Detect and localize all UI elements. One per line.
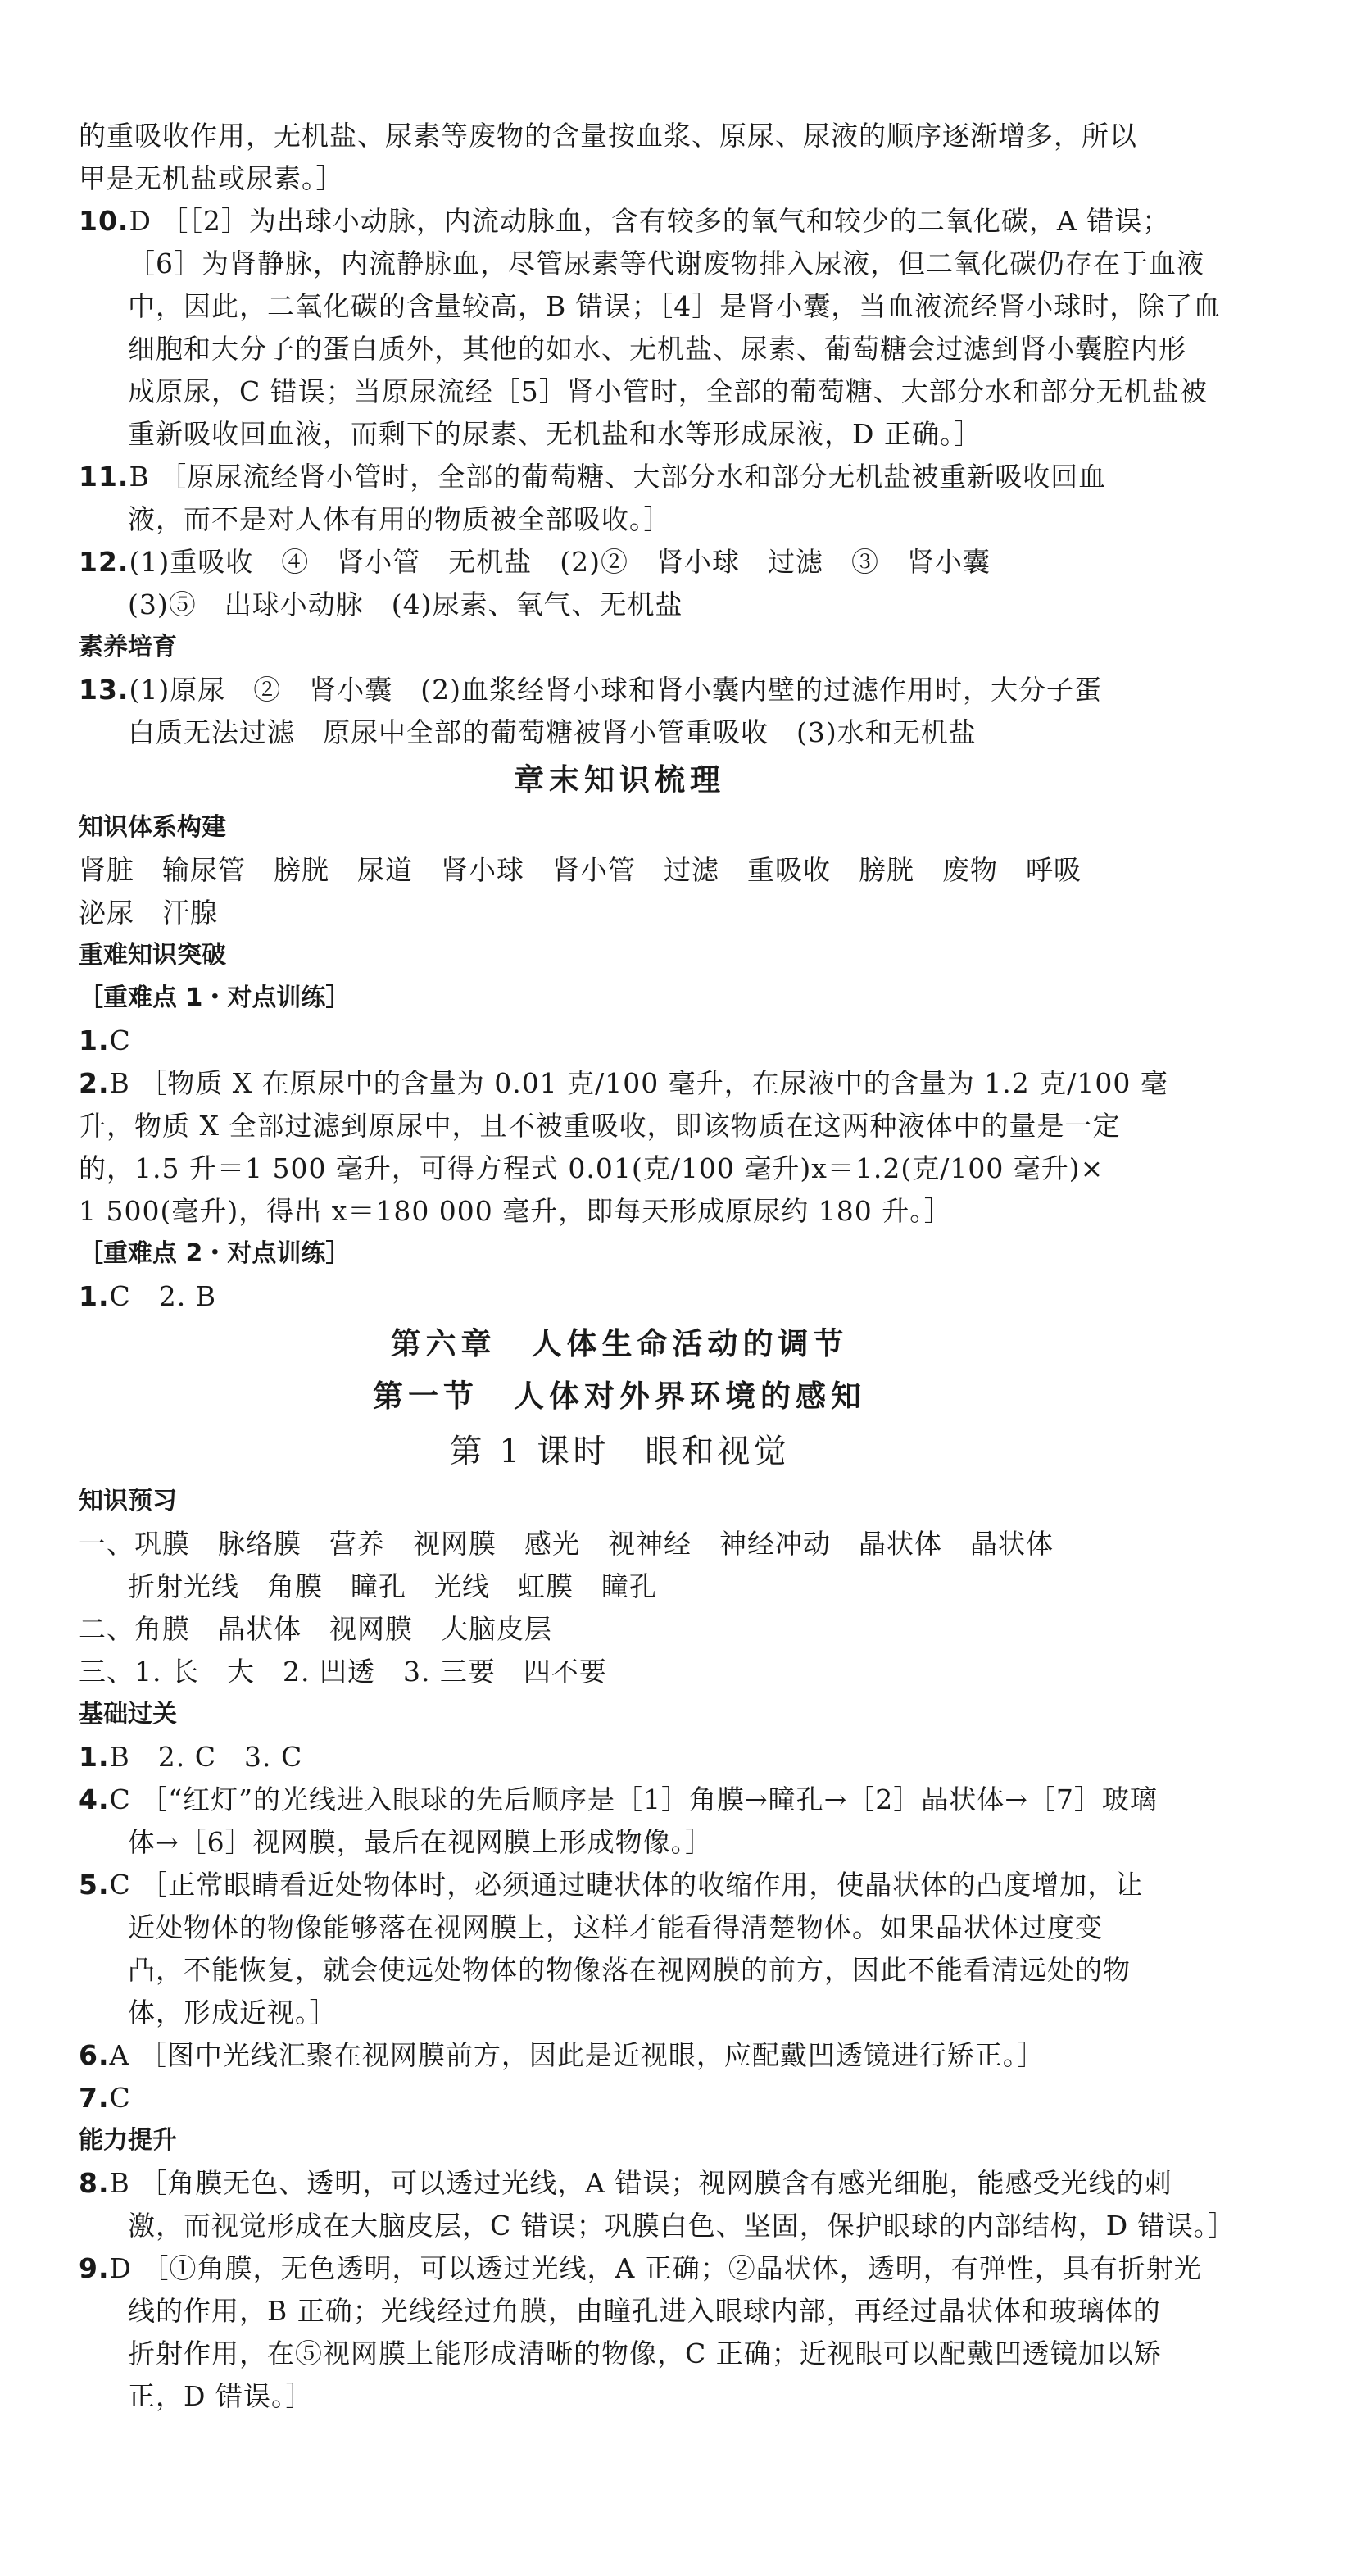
answer-text: D ［［2］为出球小动脉，内流动脉血，含有较多的氧气和较少的二氧化碳，A 错误；	[129, 205, 1171, 237]
question-number: 7.	[79, 2082, 110, 2114]
section-label: ［重难点 1・对点训练］	[79, 984, 351, 1012]
continuation-line: ［6］为肾静脉，内流静脉血，尽管尿素等代谢废物排入尿液，但二氧化碳仍存在于血液	[128, 248, 1204, 279]
continuation-line: 近处物体的物像能够落在视网膜上，这样才能看得清楚物体。如果晶状体过度变	[128, 1911, 1103, 1943]
answer-text: A ［图中光线汇聚在视网膜前方，因此是近视眼，应配戴凹透镜进行矫正。］	[109, 2039, 1045, 2071]
answer-text: B 2. C 3. C	[109, 1741, 303, 1773]
answer-item	[79, 200, 1171, 243]
answer-text: D ［①角膜，无色透明，可以透过光线，A 正确；②晶状体，透明，有弹性，具有折射光	[109, 2252, 1202, 2284]
answer-text: C	[109, 1024, 131, 1056]
answer-text: B ［原尿流经肾小管时，全部的葡萄糖、大部分水和部分无机盐被重新吸收回血	[129, 461, 1107, 493]
continuation-line: 液，而不是对人体有用的物质被全部吸收。］	[128, 503, 672, 535]
answer-item	[79, 1275, 1160, 1318]
answer-item	[79, 2162, 1172, 2205]
text-line: 二、角膜 晶状体 视网膜 大脑皮层	[79, 1613, 552, 1645]
text-line: 升，物质 X 全部过滤到原尿中，且不被重吸收，即该物质在这两种液体中的量是一定	[79, 1110, 1121, 1142]
continuation-line: 中，因此，二氧化碳的含量较高，B 错误；［4］是肾小囊，当血液流经肾小球时，除了血	[128, 290, 1222, 322]
question-number: 5.	[79, 1869, 110, 1901]
question-number: 11.	[79, 461, 129, 493]
continuation-line: 白质无法过滤 原尿中全部的葡萄糖被肾小管重吸收 (3)水和无机盐	[128, 716, 977, 748]
answer-item	[79, 1736, 1160, 1779]
continuation-line: 折射光线 角膜 瞳孔 光线 虹膜 瞳孔	[128, 1570, 657, 1602]
text-line: 甲是无机盐或尿素。］	[79, 162, 344, 194]
continuation-line: 体，形成近视。］	[128, 1997, 338, 2029]
answer-page	[79, 115, 1236, 2418]
continuation-line: 重新吸收回血液，而剩下的尿素、无机盐和水等形成尿液，D 正确。］	[128, 418, 982, 450]
answer-item	[79, 1020, 1160, 1062]
question-number: 8.	[79, 2167, 110, 2199]
continuation-line: 体→［6］视网膜，最后在视网膜上形成物像。］	[128, 1826, 714, 1858]
text-line: 1 500(毫升)，得出 x＝180 000 毫升，即每天形成原尿约 180 升。］	[79, 1195, 952, 1227]
answer-text: C	[109, 2082, 131, 2114]
question-number: 1.	[79, 1024, 110, 1056]
answer-text: B ［物质 X 在原尿中的含量为 0.01 克/100 毫升，在尿液中的含量为 1.2 克/100 毫	[109, 1067, 1168, 1099]
text-line: 的重吸收作用，无机盐、尿素等废物的含量按血浆、原尿、尿液的顺序逐渐增多，所以	[79, 120, 1137, 152]
answer-item	[79, 541, 1160, 584]
answer-text: C ［正常眼睛看近处物体时，必须通过睫状体的收缩作用，使晶状体的凸度增加，让	[109, 1869, 1144, 1901]
text-line: 泌尿 汗腺	[79, 897, 218, 929]
section-label: ［重难点 2・对点训练］	[79, 1239, 351, 1268]
section-label: 基础过关	[79, 1700, 177, 1729]
text-line: 三、1. 长 大 2. 凹透 3. 三要 四不要	[79, 1656, 607, 1688]
answer-item	[79, 2247, 1202, 2290]
text-line: 一、巩膜 脉络膜 营养 视网膜 感光 视神经 神经冲动 晶状体 晶状体	[79, 1528, 1054, 1560]
continuation-line: (3)⑤ 出球小动脉 (4)尿素、氧气、无机盐	[128, 588, 683, 620]
lesson-title: 第 1 课时 眼和视觉	[449, 1433, 790, 1470]
section-label: 能力提升	[79, 2126, 177, 2155]
section-label: 素养培育	[79, 633, 177, 661]
section-heading: 章末知识梳理	[514, 762, 725, 797]
question-number: 6.	[79, 2039, 110, 2071]
answer-text: (1)重吸收 ④ 肾小管 无机盐 (2)② 肾小球 过滤 ③ 肾小囊	[129, 546, 991, 578]
section-heading: 第六章 人体生命活动的调节	[390, 1326, 849, 1361]
continuation-line: 正，D 错误。］	[128, 2380, 314, 2412]
question-number: 12.	[79, 546, 129, 578]
question-number: 1.	[79, 1741, 110, 1773]
question-number: 4.	[79, 1783, 110, 1815]
answer-item	[79, 1062, 1168, 1105]
continuation-line: 成原尿，C 错误；当原尿流经［5］肾小管时，全部的葡萄糖、大部分水和部分无机盐被	[128, 375, 1208, 407]
continuation-line: 折射作用，在⑤视网膜上能形成清晰的物像，C 正确；近视眼可以配戴凹透镜加以矫	[128, 2337, 1162, 2369]
continuation-line: 线的作用，B 正确；光线经过角膜，由瞳孔进入眼球内部，再经过晶状体和玻璃体的	[128, 2295, 1161, 2327]
section-heading: 第一节 人体对外界环境的感知	[373, 1379, 866, 1414]
question-number: 2.	[79, 1067, 110, 1099]
answer-item	[79, 669, 1160, 711]
answer-item	[79, 2034, 1160, 2077]
answer-text: (1)原尿 ② 肾小囊 (2)血浆经肾小球和肾小囊内壁的过滤作用时，大分子蛋	[129, 674, 1102, 706]
section-label: 知识预习	[79, 1487, 177, 1515]
answer-item	[79, 456, 1160, 498]
text-line: 的，1.5 升＝1 500 毫升，可得方程式 0.01(克/100 毫升)x＝1.2(克/100 毫升)×	[79, 1152, 1104, 1184]
question-number: 1.	[79, 1280, 110, 1312]
answer-item	[79, 2077, 1160, 2119]
answer-text: C 2. B	[109, 1280, 216, 1312]
section-label: 重难知识突破	[79, 941, 226, 970]
continuation-line: 凸，不能恢复，就会使远处物体的物像落在视网膜的前方，因此不能看清远处的物	[128, 1954, 1131, 1986]
question-number: 13.	[79, 674, 129, 706]
question-number: 9.	[79, 2252, 110, 2284]
continuation-line: 激，而视觉形成在大脑皮层，C 错误；巩膜白色、坚固，保护眼球的内部结构，D 错误。］	[128, 2210, 1236, 2242]
answer-item	[79, 1864, 1160, 1906]
text-line: 肾脏 输尿管 膀胱 尿道 肾小球 肾小管 过滤 重吸收 膀胱 废物 呼吸	[79, 854, 1082, 886]
question-number: 10.	[79, 205, 129, 237]
section-label: 知识体系构建	[79, 813, 226, 842]
continuation-line: 细胞和大分子的蛋白质外，其他的如水、无机盐、尿素、葡萄糖会过滤到肾小囊腔内形	[128, 333, 1186, 365]
answer-text: B ［角膜无色、透明，可以透过光线，A 错误；视网膜含有感光细胞，能感受光线的刺	[109, 2167, 1172, 2199]
answer-item	[79, 1779, 1160, 1821]
answer-text: C ［“红灯”的光线进入眼球的先后顺序是［1］角膜→瞳孔→［2］晶状体→［7］玻璃	[109, 1783, 1158, 1815]
